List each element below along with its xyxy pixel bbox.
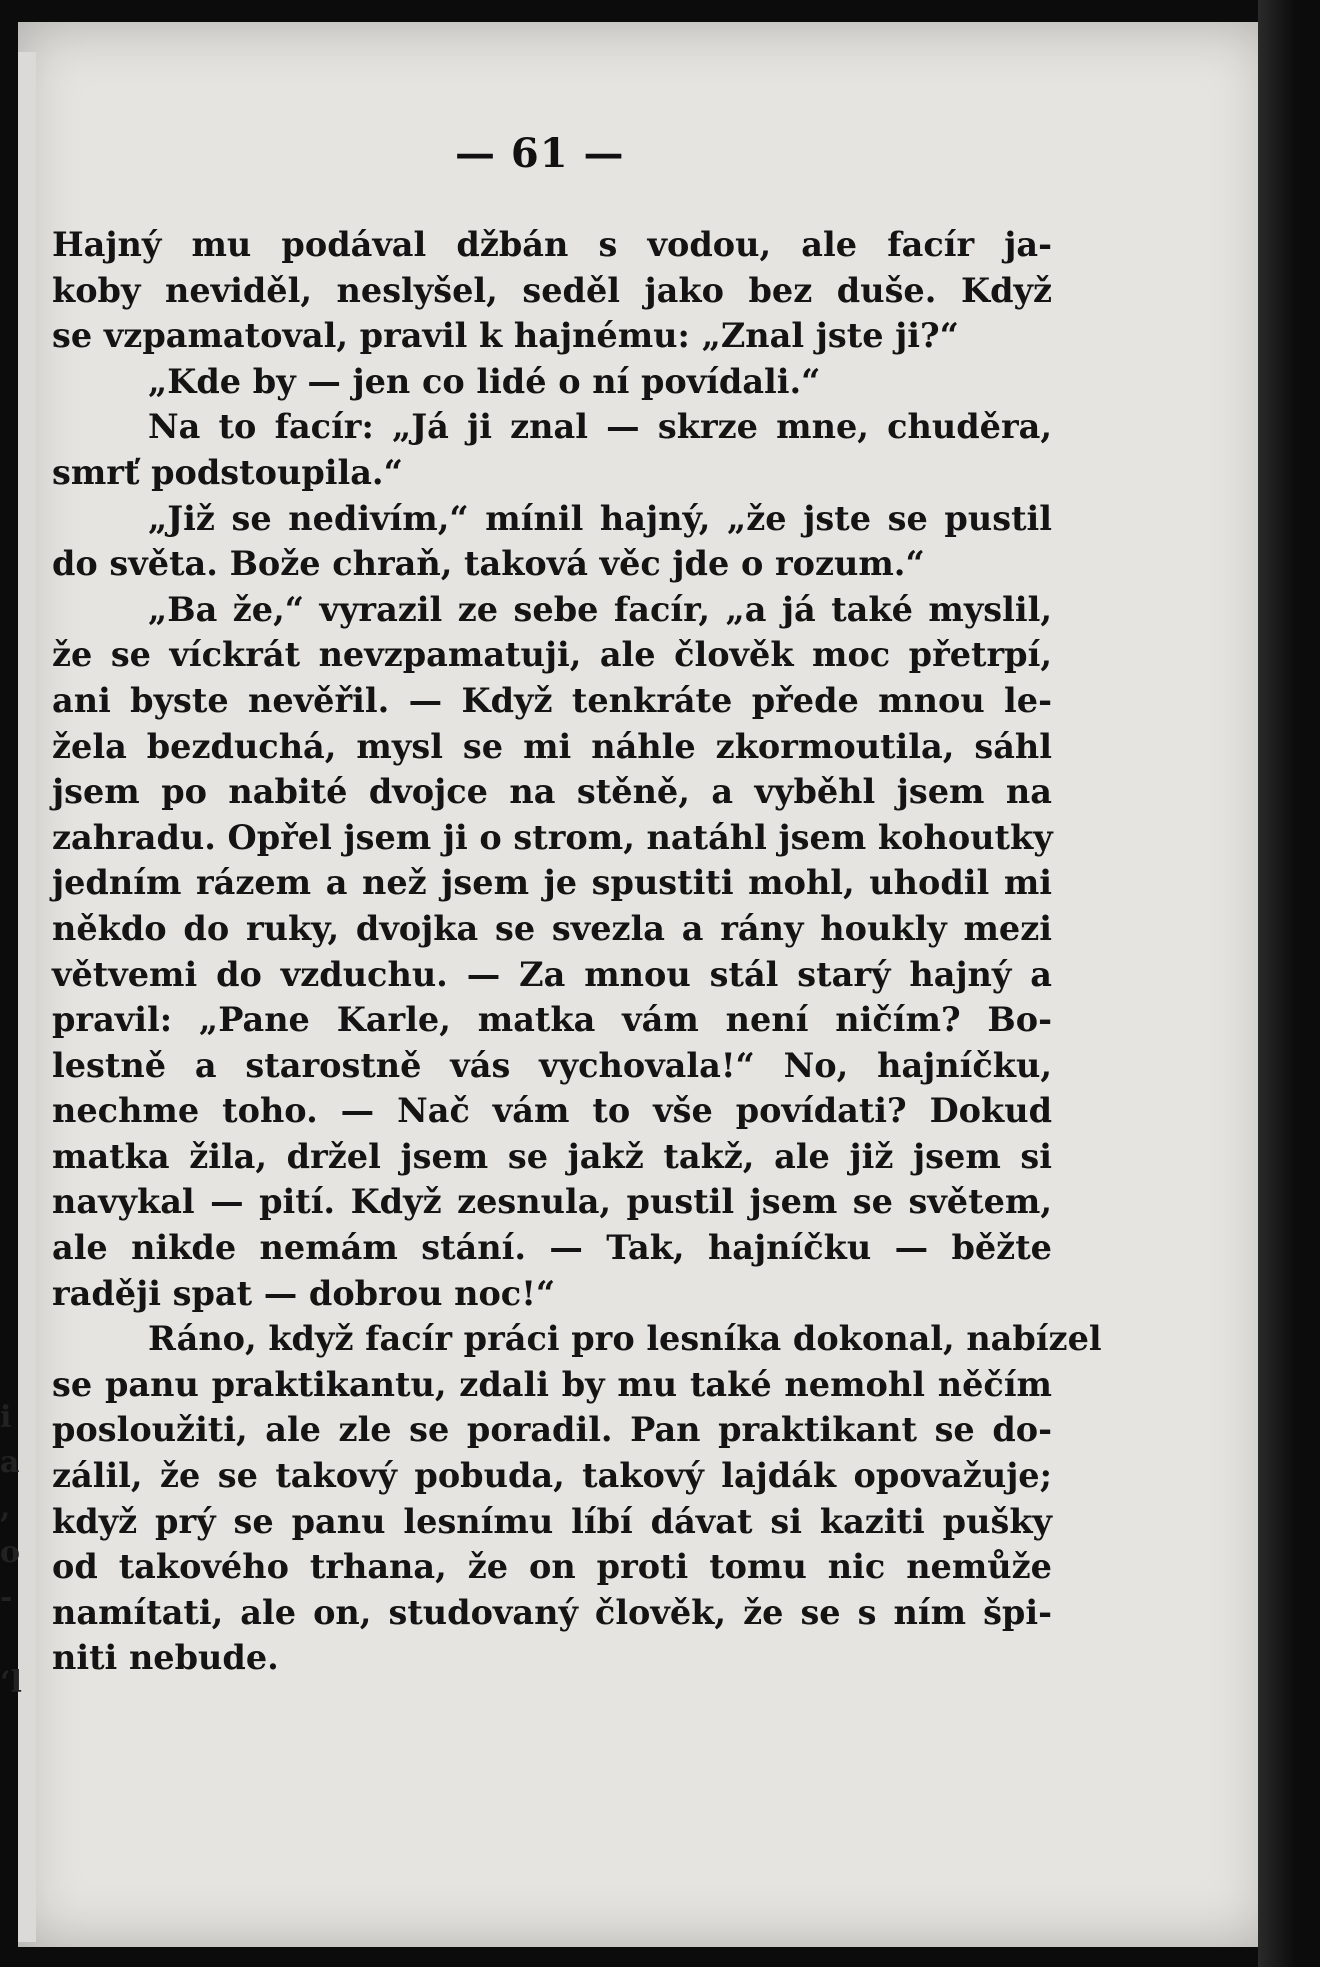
text-line: jedním rázem a než jsem je spustiti mohl, uhodil mi <box>52 863 1052 903</box>
text-line: „Ba že,“ vyrazil ze sebe facír, „a já také myslil, <box>148 589 1052 629</box>
margin-fragment: ‘l <box>0 1665 22 1700</box>
page-shadow-edge <box>1258 0 1320 1967</box>
margin-fragment: - <box>0 1580 13 1615</box>
text-line: „Již se nedivím,“ mínil hajný, „že jste se pustil <box>148 498 1052 538</box>
text-line: Ráno, když facír práci pro lesníka dokonal, nabízel <box>148 1319 1102 1359</box>
margin-fragment: a <box>0 1445 20 1480</box>
text-line: lestně a starostně vás vychovala!“ No, hajníčku, <box>52 1045 1052 1085</box>
page-number: — 61 — <box>455 130 625 177</box>
text-line: se vzpamatoval, pravil k hajnému: „Znal jste ji?“ <box>52 316 959 356</box>
text-line: „Kde by — jen co lidé o ní povídali.“ <box>148 361 821 401</box>
text-line: od takového trhana, že on proti tomu nic nemůže <box>52 1547 1052 1587</box>
text-line: jsem po nabité dvojce na stěně, a vyběhl jsem na <box>52 772 1052 812</box>
text-line: koby neviděl, neslyšel, seděl jako bez duše. Když <box>52 270 1052 310</box>
margin-fragment: i <box>0 1400 12 1435</box>
text-line: pravil: „Pane Karle, matka vám není ničím? Bo- <box>52 1000 1052 1040</box>
text-line: raději spat — dobrou noc!“ <box>52 1273 556 1313</box>
text-line: žela bezduchá, mysl se mi náhle zkormoutila, sáhl <box>52 726 1052 766</box>
text-line: ani byste nevěřil. — Když tenkráte přede mnou le- <box>52 680 1052 720</box>
text-line: když prý se panu lesnímu líbí dávat si kaziti pušky <box>52 1501 1052 1541</box>
text-line: větvemi do vzduchu. — Za mnou stál starý hajný a <box>52 954 1052 994</box>
text-line: navykal — pití. Když zesnula, pustil jsem se světem, <box>52 1182 1052 1222</box>
margin-fragment: , <box>0 1490 11 1525</box>
text-line: Na to facír: „Já ji znal — skrze mne, chuděra, <box>148 407 1052 447</box>
text-line: posloužiti, ale zle se poradil. Pan praktikant se do- <box>52 1410 1052 1450</box>
text-line: namítati, ale on, studovaný člověk, že se s ním špi- <box>52 1592 1052 1632</box>
text-line: matka žila, držel jsem se jakž takž, ale již jsem si <box>52 1136 1052 1176</box>
text-line: že se víckrát nevzpamatuji, ale člověk moc přetrpí, <box>52 635 1052 675</box>
previous-page-edge <box>18 52 36 1942</box>
body-text <box>52 222 1102 1681</box>
text-line: se panu praktikantu, zdali by mu také nemohl něčím <box>52 1364 1052 1404</box>
text-line: smrť podstoupila.“ <box>52 452 403 492</box>
text-line: nechme toho. — Nač vám to vše povídati? Dokud <box>52 1091 1052 1131</box>
text-line: do světa. Bože chraň, taková věc jde o rozum.“ <box>52 544 925 584</box>
text-line: někdo do ruky, dvojka se svezla a rány houkly mezi <box>52 908 1052 948</box>
text-line: Hajný mu podával džbán s vodou, ale facír ja- <box>52 225 1052 264</box>
text-line: zálil, že se takový pobuda, takový lajdák opovažuje; <box>52 1456 1052 1496</box>
text-line: niti nebude. <box>52 1638 279 1678</box>
text-line: ale nikde nemám stání. — Tak, hajníčku — běžte <box>52 1228 1052 1268</box>
text-line: zahradu. Opřel jsem ji o strom, natáhl jsem kohoutky <box>52 817 1053 857</box>
margin-fragment: o <box>0 1535 21 1570</box>
